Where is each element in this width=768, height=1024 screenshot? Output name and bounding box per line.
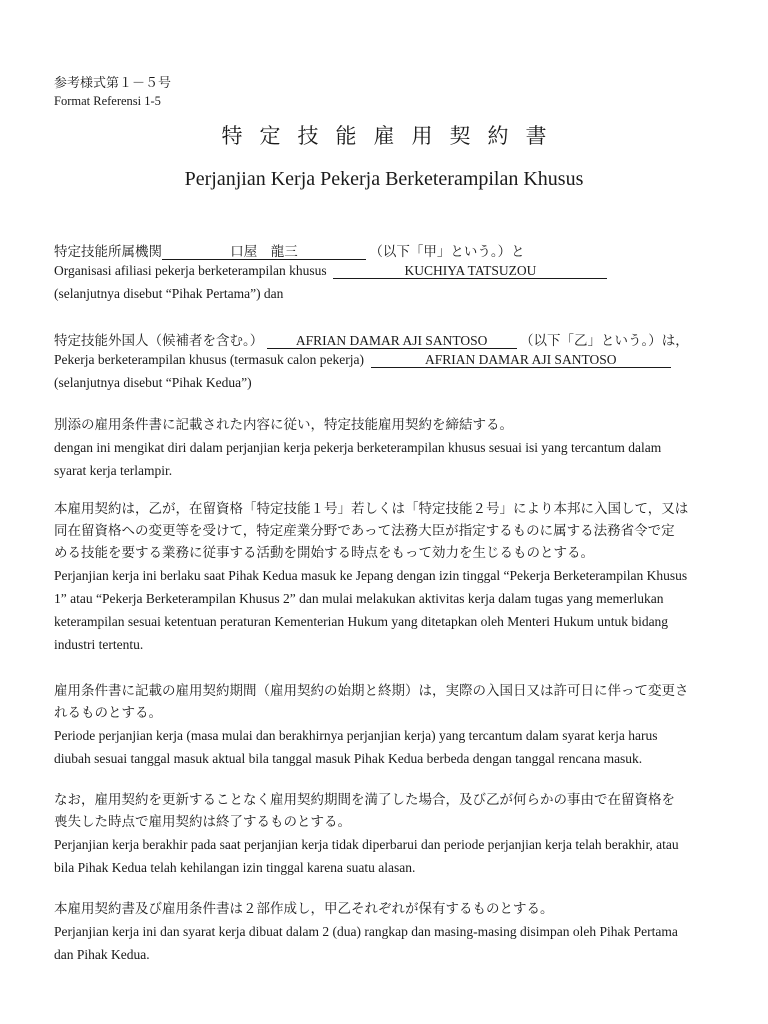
clause-4-id-line-1: Perjanjian kerja berakhir pada saat perjanjian kerja tidak diperbarui dan periode perjanjian kerja telah berakhir, atau [54,837,679,852]
clause-3-id-line-1: Periode perjanjian kerja (masa mulai dan berakhirnya perjanjian kerja) yang tercantum dalam syarat kerja harus [54,728,658,743]
clause-2-jp-line-3: める技能を要する業務に従事する活動を開始する時点をもって効力を生じるものとする。 [54,545,594,560]
clause-1 [54,414,719,482]
clause-5-jp-line-1: 本雇用契約書及び雇用条件書は２部作成し，甲乙それぞれが保有するものとする。 [54,901,554,916]
clause-1-jp-line-1: 別添の雇用条件書に記載された内容に従い，特定技能雇用契約を締結する。 [54,417,513,432]
clause-2-id-line-3: keterampilan sesuai ketentuan peraturan Kementerian Hukum yang ditetapkan oleh Menteri Hukum untuk bidang [54,614,669,629]
party2-jp-suffix: （以下「乙」という。）は， [520,333,689,348]
party1-jp-name: 口屋 龍三 [162,244,366,260]
clause-4-jp-line-1: なお，雇用契約を更新することなく雇用契約期間を満了した場合，及び乙が何らかの事由で在留資格を [54,792,675,807]
party1-jp-label: 特定技能所属機関 [54,244,162,259]
clause-2 [54,498,719,656]
reference-format-jp: 参考様式第１－５号 [54,75,172,90]
clause-4 [54,789,719,879]
clause-2-id-line-1: Perjanjian kerja ini berlaku saat Pihak Kedua masuk ke Jepang dengan izin tinggal “Pekerja Berketerampilan Khusus [54,568,688,583]
clause-5-id-line-1: Perjanjian kerja ini dan syarat kerja dibuat dalam 2 (dua) rangkap dan masing-masing disimpan oleh Pihak Pertama [54,924,678,939]
party1-id-line [54,263,607,279]
clause-5 [54,898,719,966]
party2-jp-line [54,329,689,349]
reference-format-id: Format Referensi 1-5 [54,94,161,108]
clause-3-jp-line-1: 雇用条件書に記載の雇用契約期間（雇用契約の始期と終期）は，実際の入国日又は許可日に伴って変更さ [54,683,689,698]
clause-1-id-line-2: syarat kerja terlampir. [54,463,173,478]
clause-2-id-line-2: 1” atau “Pekerja Berketerampilan Khusus 2” dan mulai melakukan aktivitas kerja dalam tugas yang memerlukan [54,591,664,606]
party2-id-name: AFRIAN DAMAR AJI SANTOSO [371,352,671,368]
party1-id-note: (selanjutnya disebut “Pihak Pertama”) dan [54,286,284,301]
party1-id-label: Organisasi afiliasi pekerja berketerampilan khusus [54,263,327,278]
clause-3-id-line-2: diubah sesuai tanggal masuk aktual bila tanggal masuk Pihak Kedua berbeda dengan tanggal rencana masuk. [54,751,643,766]
clause-5-id-line-2: dan Pihak Kedua. [54,947,150,962]
party2-id-note: (selanjutnya disebut “Pihak Kedua”) [54,375,252,390]
clause-3-jp-line-2: れるものとする。 [54,705,162,720]
party2-jp-name: AFRIAN DAMAR AJI SANTOSO [267,333,517,349]
party1-jp-line [54,240,525,260]
party2-id-line [54,352,671,368]
party1-id-name: KUCHIYA TATSUZOU [333,263,607,279]
clause-3 [54,680,719,770]
clause-4-jp-line-2: 喪失した時点で雇用契約は終了するものとする。 [54,814,351,829]
document-title-jp: 特定技能雇用契約書 [221,124,564,148]
clause-2-jp-line-1: 本雇用契約は，乙が，在留資格「特定技能１号」若しくは「特定技能２号」により本邦に入国して，又は [54,501,689,516]
party1-jp-suffix: （以下「甲」という。）と [369,244,525,259]
party2-jp-label: 特定技能外国人（候補者を含む。） [54,333,264,348]
clause-2-jp-line-2: 同在留資格への変更等を受けて，特定産業分野であって法務大臣が指定するものに属する法務省令で定 [54,523,675,538]
clause-2-id-line-4: industri tertentu. [54,637,144,652]
clause-1-id-line-1: dengan ini mengikat diri dalam perjanjian kerja pekerja berketerampilan khusus sesuai isi yang tercantum dalam [54,440,662,455]
clause-4-id-line-2: bila Pihak Kedua telah kehilangan izin tinggal karena suatu alasan. [54,860,416,875]
document-title-id: Perjanjian Kerja Pekerja Berketerampilan Khusus [184,168,584,190]
party2-id-label: Pekerja berketerampilan khusus (termasuk calon pekerja) [54,352,364,367]
